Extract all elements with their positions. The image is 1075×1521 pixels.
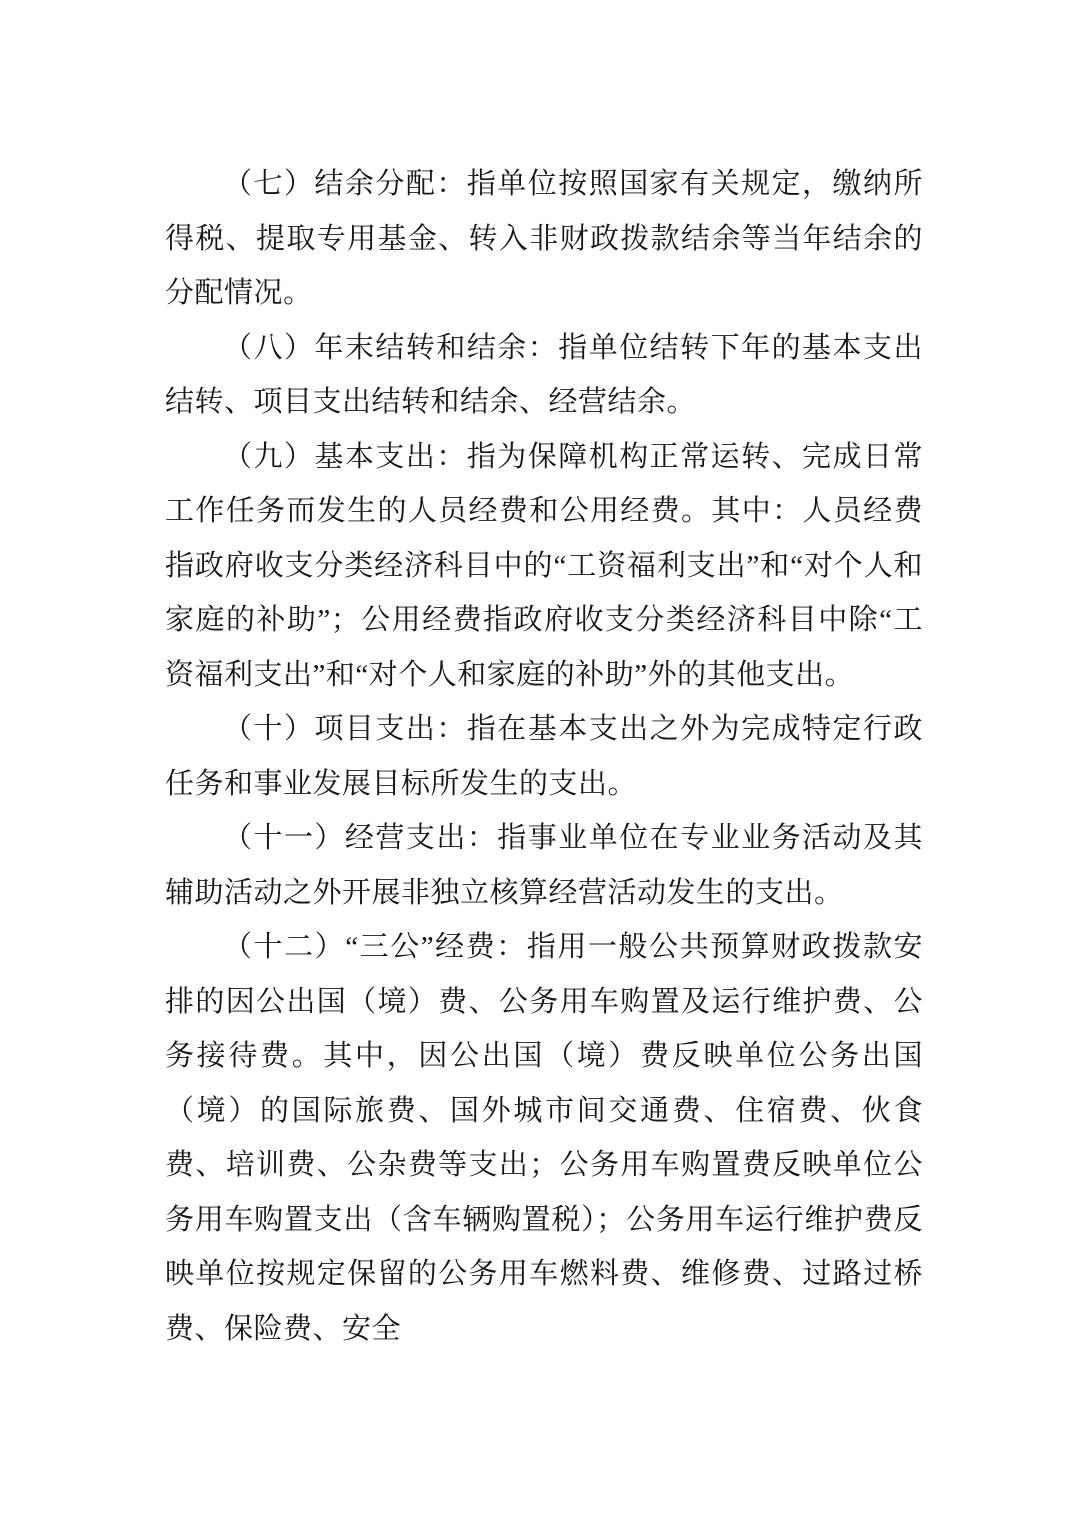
paragraph-surplus-distribution: （七）结余分配：指单位按照国家有关规定，缴纳所得税、提取专用基金、转入非财政拨款结余等当年结余的分配情况。: [165, 168, 923, 309]
paragraph-basic-expenditure: （九）基本支出：指为保障机构正常运转、完成日常工作任务而发生的人员经费和公用经费。其中：人员经费指政府收支分类经济科目中的“工资福利支出”和“对个人和家庭的补助”；公用经费指政府收支分类经济科目中除“工资福利支出”和“对个人和家庭的补助”外的其他支出。: [165, 440, 923, 691]
paragraph-yearend-carryover: （八）年末结转和结余：指单位结转下年的基本支出结转、项目支出结转和结余、经营结余。: [165, 331, 923, 418]
paragraph-project-expenditure: （十）项目支出：指在基本支出之外为完成特定行政任务和事业发展目标所发生的支出。: [165, 713, 923, 800]
paragraph-three-public-funds: （十二）“三公”经费：指用一般公共预算财政拨款安排的因公出国（境）费、公务用车购置及运行维护费、公务接待费。其中，因公出国（境）费反映单位公务出国（境）的国际旅费、国外城市间交通费、住宿费、伙食费、培训费、公杂费等支出；公务用车购置费反映单位公务用车购置支出（含车辆购置税）；公务用车运行维护费反映单位按规定保留的公务用车燃料费、维修费、过路过桥费、保险费、安全: [165, 931, 923, 1345]
paragraph-operating-expenditure: （十一）经营支出：指事业单位在专业业务活动及其辅助活动之外开展非独立核算经营活动发生的支出。: [165, 822, 923, 909]
document-text-block: [165, 157, 923, 1356]
